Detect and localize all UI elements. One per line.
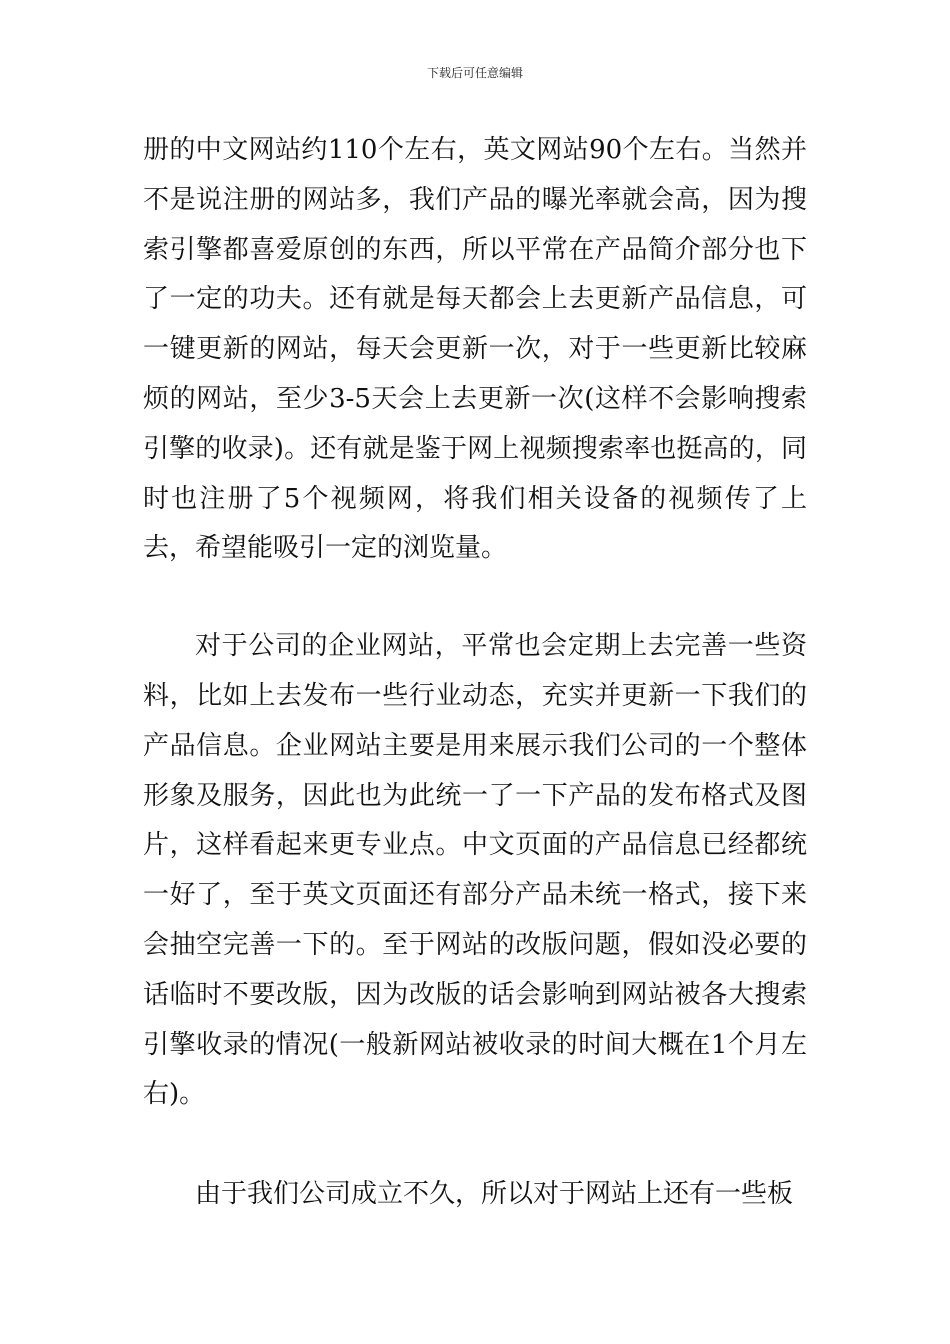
page-header-note: 下载后可任意编辑 bbox=[426, 66, 523, 80]
paragraph-1: 册的中文网站约110个左右，英文网站90个左右。当然并不是说注册的网站多，我们产品的曝光率就会高，因为搜索引擎都喜爱原创的东西，所以平常在产品简介部分也下了一定的功夫。还有就是每天都会上去更新产品信息，可一键更新的网站，每天会更新一次，对于一些更新比较麻烦的网站，至少3-5天会上去更新一次(这样不会影响搜索引擎的收录)。还有就是鉴于网上视频搜索率也挺高的，同时也注册了5个视频网，将我们相关设备的视频传了上去，希望能吸引一定的浏览量。 bbox=[143, 135, 807, 564]
paragraph-3: 由于我们公司成立不久，所以对于网站上还有一些板 bbox=[195, 1179, 794, 1210]
paragraph-2: 对于公司的企业网站，平常也会定期上去完善一些资料，比如上去发布一些行业动态，充实并更新一下我们的产品信息。企业网站主要是用来展示我们公司的一个整体形象及服务，因此也为此统一了一下产品的发布格式及图片，这样看起来更专业点。中文页面的产品信息已经都统一好了，至于英文页面还有部分产品未统一格式，接下来会抽空完善一下的。至于网站的改版问题，假如没必要的话临时不要改版，因为改版的话会影响到网站被各大搜索引擎收录的情况(一般新网站被收录的时间大概在1个月左右)。 bbox=[143, 631, 807, 1110]
paragraph-spacer bbox=[143, 1120, 807, 1170]
document-body bbox=[143, 126, 807, 1220]
paragraph-spacer bbox=[143, 574, 807, 622]
